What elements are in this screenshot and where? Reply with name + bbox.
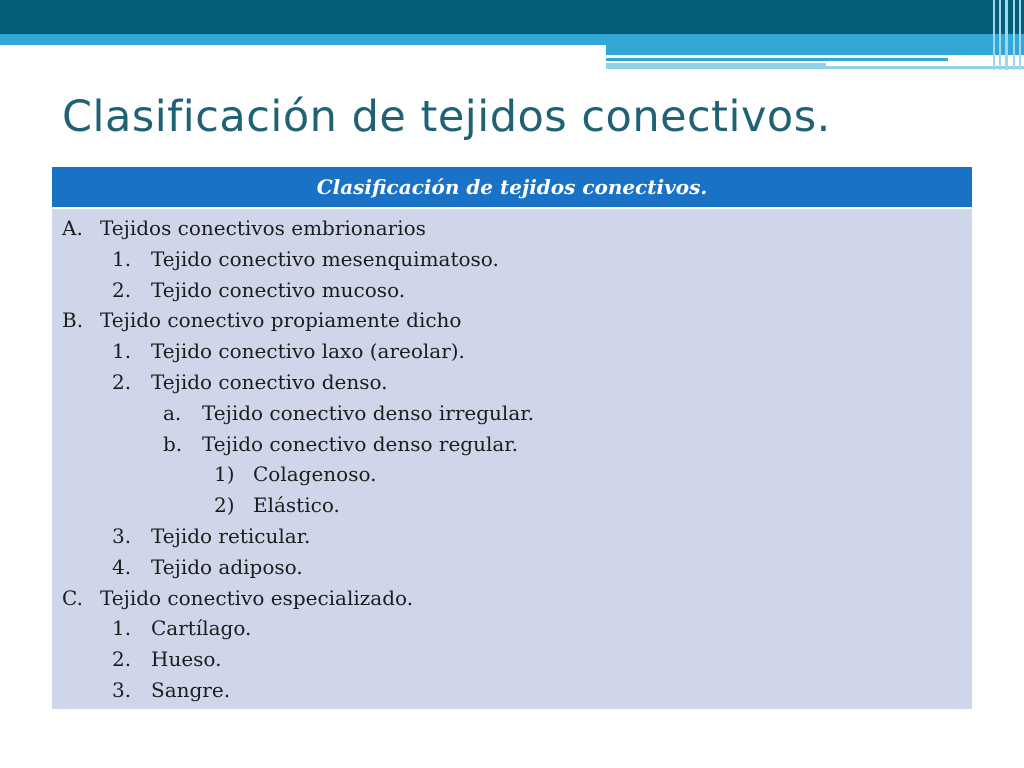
- outline-item: [52, 586, 972, 614]
- outline-item: [52, 493, 972, 521]
- outline-item-marker: 2.: [112, 370, 132, 394]
- outline-item-marker: 4.: [112, 554, 132, 579]
- outline-item: [52, 432, 972, 460]
- outline-item: [52, 524, 972, 552]
- outline-item-marker: 2): [214, 493, 235, 518]
- outline-item-marker: 1): [214, 462, 235, 487]
- outline-item-text: Cartílago.: [151, 616, 252, 641]
- top-band-light: [0, 34, 1024, 45]
- outline-item-text: Tejido adiposo.: [151, 554, 303, 579]
- outline-item-text: Hueso.: [151, 647, 222, 672]
- corner-stripe: [1019, 0, 1021, 70]
- outline-item-marker: C.: [62, 585, 83, 610]
- top-band-step: [606, 58, 948, 61]
- outline-item: [52, 647, 972, 675]
- outline-item: [52, 678, 972, 706]
- outline-item-text: Tejido conectivo denso irregular.: [202, 400, 534, 425]
- outline-item: [52, 216, 972, 244]
- outline-item-marker: 2.: [112, 647, 132, 672]
- outline-item-text: Sangre.: [151, 678, 231, 702]
- outline-item-marker: b.: [163, 431, 183, 456]
- outline-item-marker: 1.: [112, 339, 132, 364]
- top-band-notch: [0, 45, 606, 49]
- outline-item-text: Colagenoso.: [253, 462, 377, 487]
- outline-item-text: Tejido conectivo mucoso.: [151, 277, 406, 302]
- outline-item-text: Elástico.: [253, 493, 340, 518]
- outline-item-text: Tejidos conectivos embrionarios: [100, 216, 426, 240]
- outline-item-text: Tejido conectivo propiamente dicho: [100, 308, 462, 333]
- outline-item-marker: a.: [163, 400, 182, 425]
- outline-item: [52, 616, 972, 644]
- top-band-dark: [0, 0, 1024, 34]
- outline-item: [52, 278, 972, 306]
- outline-item: [52, 555, 972, 583]
- corner-stripe: [1013, 0, 1015, 70]
- outline-item: [52, 462, 972, 490]
- outline-item-text: Tejido conectivo denso.: [151, 370, 388, 394]
- outline-item-marker: B.: [62, 308, 84, 333]
- corner-stripe: [1005, 0, 1008, 70]
- outline-item-marker: 2.: [112, 277, 132, 302]
- top-band-step: [606, 45, 1024, 55]
- outline-item-text: Tejido conectivo especializado.: [100, 585, 414, 610]
- top-band-step: [606, 63, 826, 69]
- outline-item-marker: 3.: [112, 678, 132, 702]
- outline-item-text: Tejido conectivo laxo (areolar).: [151, 339, 465, 364]
- outline-item: [52, 247, 972, 275]
- outline-item: [52, 401, 972, 429]
- corner-stripe: [993, 0, 995, 70]
- outline-item-text: Tejido conectivo denso regular.: [202, 431, 519, 456]
- corner-stripe: [999, 0, 1001, 70]
- outline-item-text: Tejido reticular.: [151, 524, 311, 548]
- outline-item-text: Tejido conectivo mesenquimatoso.: [151, 246, 499, 271]
- outline-item: [52, 339, 972, 367]
- outline-item-marker: 3.: [112, 524, 132, 548]
- outline-item-marker: 1.: [112, 616, 132, 641]
- table-header: Clasificación de tejidos conectivos.: [52, 167, 972, 207]
- outline-item: [52, 370, 972, 398]
- slide-title: Clasificación de tejidos conectivos.: [62, 92, 831, 142]
- outline-item-marker: 1.: [112, 246, 132, 271]
- outline-item-marker: A.: [62, 216, 83, 240]
- outline-item: [52, 308, 972, 336]
- table-body: [52, 209, 972, 709]
